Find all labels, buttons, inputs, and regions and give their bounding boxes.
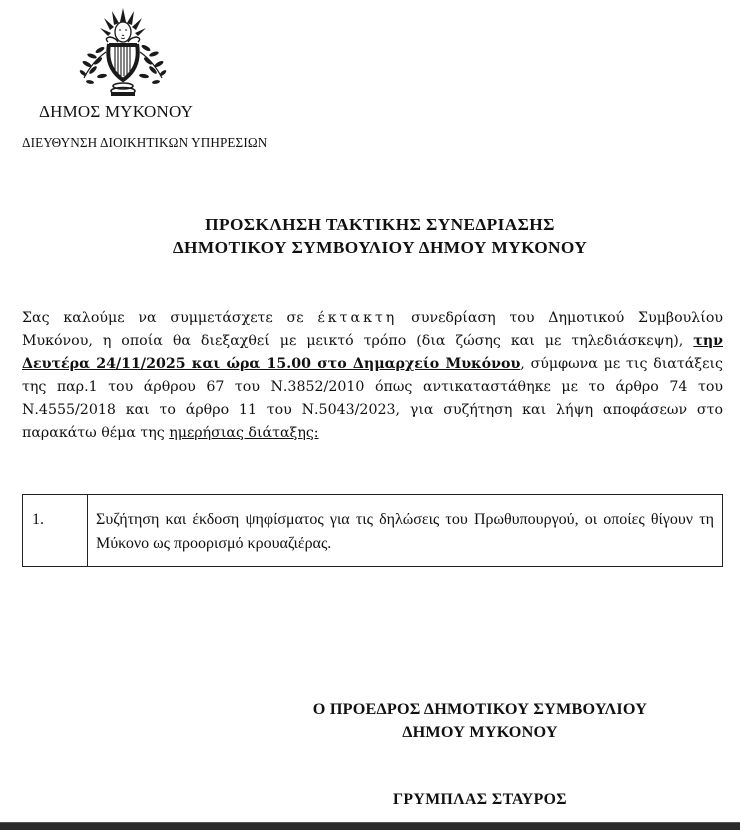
body-line-2 (22, 330, 723, 353)
document-title (0, 213, 740, 259)
directorate-name: ΔΙΕΥΘΥΝΣΗ ΔΙΟΙΚΗΤΙΚΩΝ ΥΠΗΡΕΣΙΩΝ (22, 135, 268, 150)
signatory-name: ΓΡΥΜΠΛΑΣ ΣΤΑΥΡΟΣ (392, 791, 568, 808)
body-line-3 (22, 353, 723, 376)
body-text-fragment: συνεδρίαση του Δημοτικού Συμβουλίου (411, 310, 724, 326)
signatory-title (260, 698, 700, 744)
body-line-5: Ν.4555/2018 και το άρθρο 11 του Ν.5043/2023, για συζήτηση και λήψη αποφάσεων στο (22, 402, 723, 418)
agenda-label: ημερήσιας διάταξης: (169, 425, 319, 441)
body-line-1 (22, 307, 723, 330)
body-text-fragment: παρακάτω θέμα της (22, 425, 165, 441)
municipality-name: ΔΗΜΟΣ ΜΥΚΟΝΟΥ (39, 102, 194, 121)
body-text-fragment: , σύμφωνα με τις διατάξεις (520, 356, 723, 372)
body-line-4: της παρ.1 του άρθρου 67 του Ν.3852/2010 όπως αντικαταστάθηκε με το άρθρο 74 του (22, 379, 723, 395)
agenda-table (22, 494, 723, 567)
invitation-body (22, 307, 723, 445)
extraordinary-word: έκτακτη (317, 310, 398, 326)
meeting-date-prefix: την (693, 333, 723, 349)
title-line-1: ΠΡΟΣΚΛΗΣΗ ΤΑΚΤΙΚΗΣ ΣΥΝΕΔΡΙΑΣΗΣ (205, 215, 555, 234)
lyre-emblem-icon (78, 6, 168, 98)
agenda-row (23, 495, 723, 567)
signatory-title-line-2: ΔΗΜΟΥ ΜΥΚΟΝΟΥ (402, 723, 558, 741)
agenda-item-text: Συζήτηση και έκδοση ψηφίσματος για τις δηλώσεις του Πρωθυπουργού, οι οποίες θίγουν τη Μύκονο ως προορισμό κρουαζιέρας. (88, 495, 723, 567)
body-line-6 (22, 422, 723, 445)
body-text-fragment: Σας καλούμε να συμμετάσχετε σε (22, 310, 304, 326)
meeting-date-time-location: Δευτέρα 24/11/2025 και ώρα 15.00 στο Δημαρχείο Μυκόνου (22, 356, 521, 372)
agenda-item-number: 1. (23, 495, 88, 567)
signatory-title-line-1: Ο ΠΡΟΕΔΡΟΣ ΔΗΜΟΤΙΚΟΥ ΣΥΜΒΟΥΛΙΟΥ (312, 700, 648, 718)
body-text-fragment: Μυκόνου, η οποία θα διεξαχθεί με μεικτό τρόπο (δια ζώσης και με τηλεδιάσκεψη), (22, 333, 684, 349)
title-line-2: ΔΗΜΟΤΙΚΟΥ ΣΥΜΒΟΥΛΙΟΥ ΔΗΜΟΥ ΜΥΚΟΝΟΥ (172, 238, 588, 257)
